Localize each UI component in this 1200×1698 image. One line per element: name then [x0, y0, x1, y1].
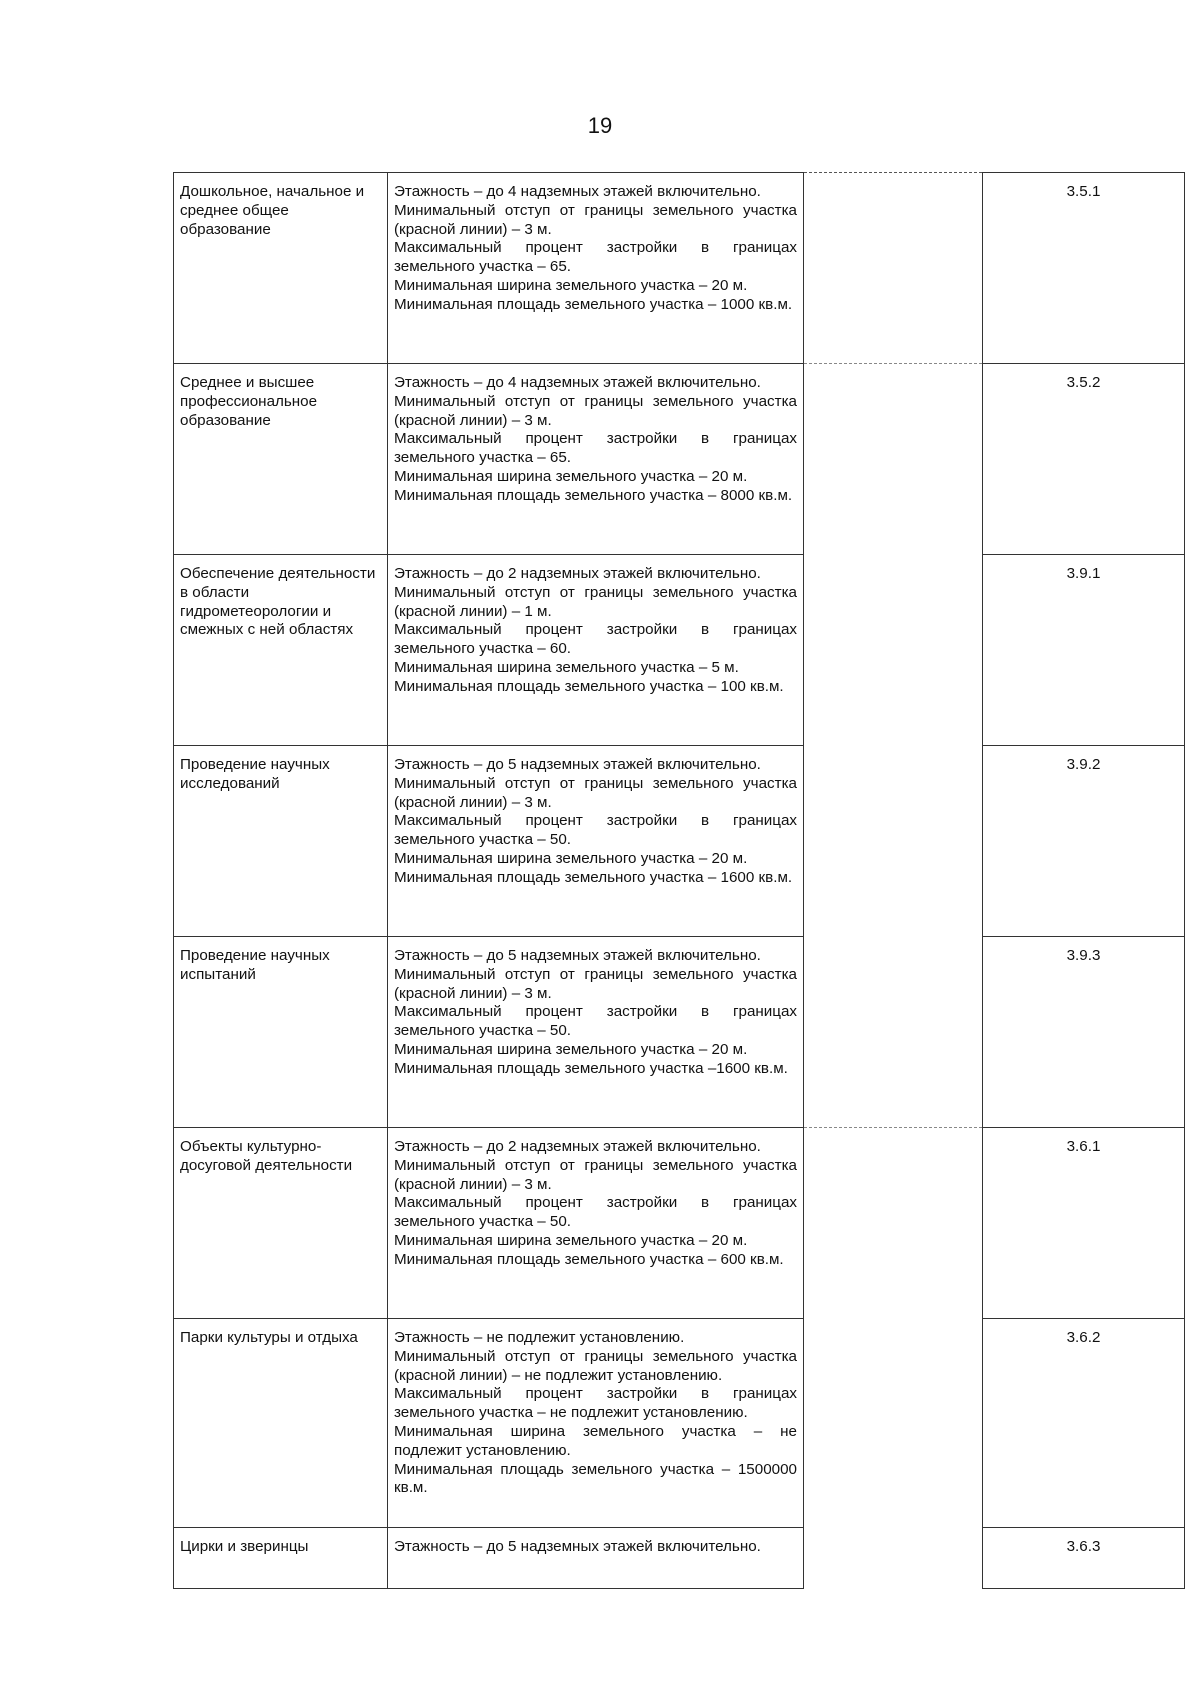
table-row — [174, 937, 1185, 1128]
empty-column — [804, 1319, 983, 1528]
table-row — [174, 746, 1185, 937]
use-parameters — [388, 1528, 804, 1589]
page-number: 19 — [587, 113, 613, 138]
use-type-name: Среднее и высшее профессиональное образование — [174, 364, 388, 555]
land-use-regulations-table — [173, 172, 1185, 1589]
parameter-line: Минимальный отступ от границы земельного участка (красной линии) – 3 м. — [394, 774, 797, 811]
table-row — [174, 173, 1185, 364]
parameter-line: Минимальный отступ от границы земельного участка (красной линии) – 3 м. — [394, 1156, 797, 1193]
parameter-line: Минимальная площадь земельного участка – 1000 кв.м. — [394, 295, 793, 313]
parameter-line: Максимальный процент застройки в границах земельного участка – не подлежит установлению. — [394, 1385, 797, 1422]
empty-column — [804, 364, 983, 555]
classifier-code: 3.5.2 — [983, 364, 1185, 555]
classifier-code: 3.6.2 — [983, 1319, 1185, 1528]
use-type-name: Проведение научных исследований — [174, 746, 388, 937]
parameter-line: Минимальная площадь земельного участка – 1600 кв.м. — [394, 868, 793, 886]
classifier-code: 3.5.1 — [983, 173, 1185, 364]
classifier-code: 3.9.2 — [983, 746, 1185, 937]
parameter-line: Минимальная площадь земельного участка –1600 кв.м. — [394, 1059, 788, 1077]
parameter-line: Максимальный процент застройки в границах земельного участка – 50. — [394, 812, 797, 849]
parameter-line: Минимальная ширина земельного участка – 5 м. — [394, 658, 739, 676]
use-type-name: Дошкольное, начальное и среднее общее образование — [174, 173, 388, 364]
empty-column — [804, 746, 983, 937]
parameter-line: Этажность – до 2 надземных этажей включительно. — [394, 1138, 761, 1155]
use-type-name: Обеспечение деятельности в области гидрометеорологии и смежных с ней областях — [174, 555, 388, 746]
empty-column — [804, 1128, 983, 1319]
empty-column — [804, 173, 983, 364]
parameter-line: Минимальная площадь земельного участка – 1500000 кв.м. — [394, 1460, 797, 1497]
parameter-line: Минимальная площадь земельного участка – 600 кв.м. — [394, 1250, 784, 1268]
parameter-line: Этажность – до 2 надземных этажей включительно. — [394, 565, 761, 582]
use-parameters — [388, 1319, 804, 1528]
use-type-name: Парки культуры и отдыха — [174, 1319, 388, 1528]
table-row — [174, 555, 1185, 746]
parameter-line: Максимальный процент застройки в границах земельного участка – 65. — [394, 239, 797, 276]
classifier-code: 3.9.3 — [983, 937, 1185, 1128]
parameter-line: Минимальная площадь земельного участка – 8000 кв.м. — [394, 486, 793, 504]
table-row — [174, 364, 1185, 555]
parameter-line: Минимальная ширина земельного участка – 20 м. — [394, 1040, 748, 1058]
use-parameters — [388, 173, 804, 364]
parameter-line: Минимальный отступ от границы земельного участка (красной линии) – 3 м. — [394, 201, 797, 238]
use-type-name: Объекты культурно-досуговой деятельности — [174, 1128, 388, 1319]
parameter-line: Этажность – до 5 надземных этажей включительно. — [394, 1538, 761, 1555]
classifier-code: 3.9.1 — [983, 555, 1185, 746]
parameter-line: Максимальный процент застройки в границах земельного участка – 65. — [394, 430, 797, 467]
parameter-line: Минимальная ширина земельного участка – не подлежит установлению. — [394, 1422, 797, 1459]
use-parameters — [388, 555, 804, 746]
parameter-line: Этажность – не подлежит установлению. — [394, 1329, 685, 1346]
use-parameters — [388, 937, 804, 1128]
parameter-line: Минимальная площадь земельного участка – 100 кв.м. — [394, 677, 784, 695]
parameter-line: Этажность – до 4 надземных этажей включительно. — [394, 374, 761, 391]
table-row — [174, 1528, 1185, 1589]
parameter-line: Минимальный отступ от границы земельного участка (красной линии) – 3 м. — [394, 965, 797, 1002]
parameter-line: Этажность – до 4 надземных этажей включительно. — [394, 183, 761, 200]
use-type-name: Цирки и зверинцы — [174, 1528, 388, 1589]
parameter-line: Этажность – до 5 надземных этажей включительно. — [394, 756, 761, 773]
use-parameters — [388, 746, 804, 937]
empty-column — [804, 1528, 983, 1589]
empty-column — [804, 937, 983, 1128]
table-row — [174, 1319, 1185, 1528]
use-parameters — [388, 364, 804, 555]
parameter-line: Минимальная ширина земельного участка – 20 м. — [394, 849, 748, 867]
parameter-line: Максимальный процент застройки в границах земельного участка – 50. — [394, 1194, 797, 1231]
parameter-line: Максимальный процент застройки в границах земельного участка – 60. — [394, 621, 797, 658]
parameter-line: Минимальная ширина земельного участка – 20 м. — [394, 467, 748, 485]
classifier-code: 3.6.3 — [983, 1528, 1185, 1589]
parameter-line: Минимальный отступ от границы земельного участка (красной линии) – 3 м. — [394, 392, 797, 429]
use-type-name: Проведение научных испытаний — [174, 937, 388, 1128]
use-parameters — [388, 1128, 804, 1319]
parameter-line: Максимальный процент застройки в границах земельного участка – 50. — [394, 1003, 797, 1040]
table-row — [174, 1128, 1185, 1319]
parameter-line: Минимальный отступ от границы земельного участка (красной линии) – не подлежит установлению. — [394, 1347, 797, 1384]
empty-column — [804, 555, 983, 746]
parameter-line: Минимальная ширина земельного участка – 20 м. — [394, 1231, 748, 1249]
parameter-line: Минимальный отступ от границы земельного участка (красной линии) – 1 м. — [394, 583, 797, 620]
parameter-line: Минимальная ширина земельного участка – 20 м. — [394, 276, 748, 294]
parameter-line: Этажность – до 5 надземных этажей включительно. — [394, 947, 761, 964]
classifier-code: 3.6.1 — [983, 1128, 1185, 1319]
